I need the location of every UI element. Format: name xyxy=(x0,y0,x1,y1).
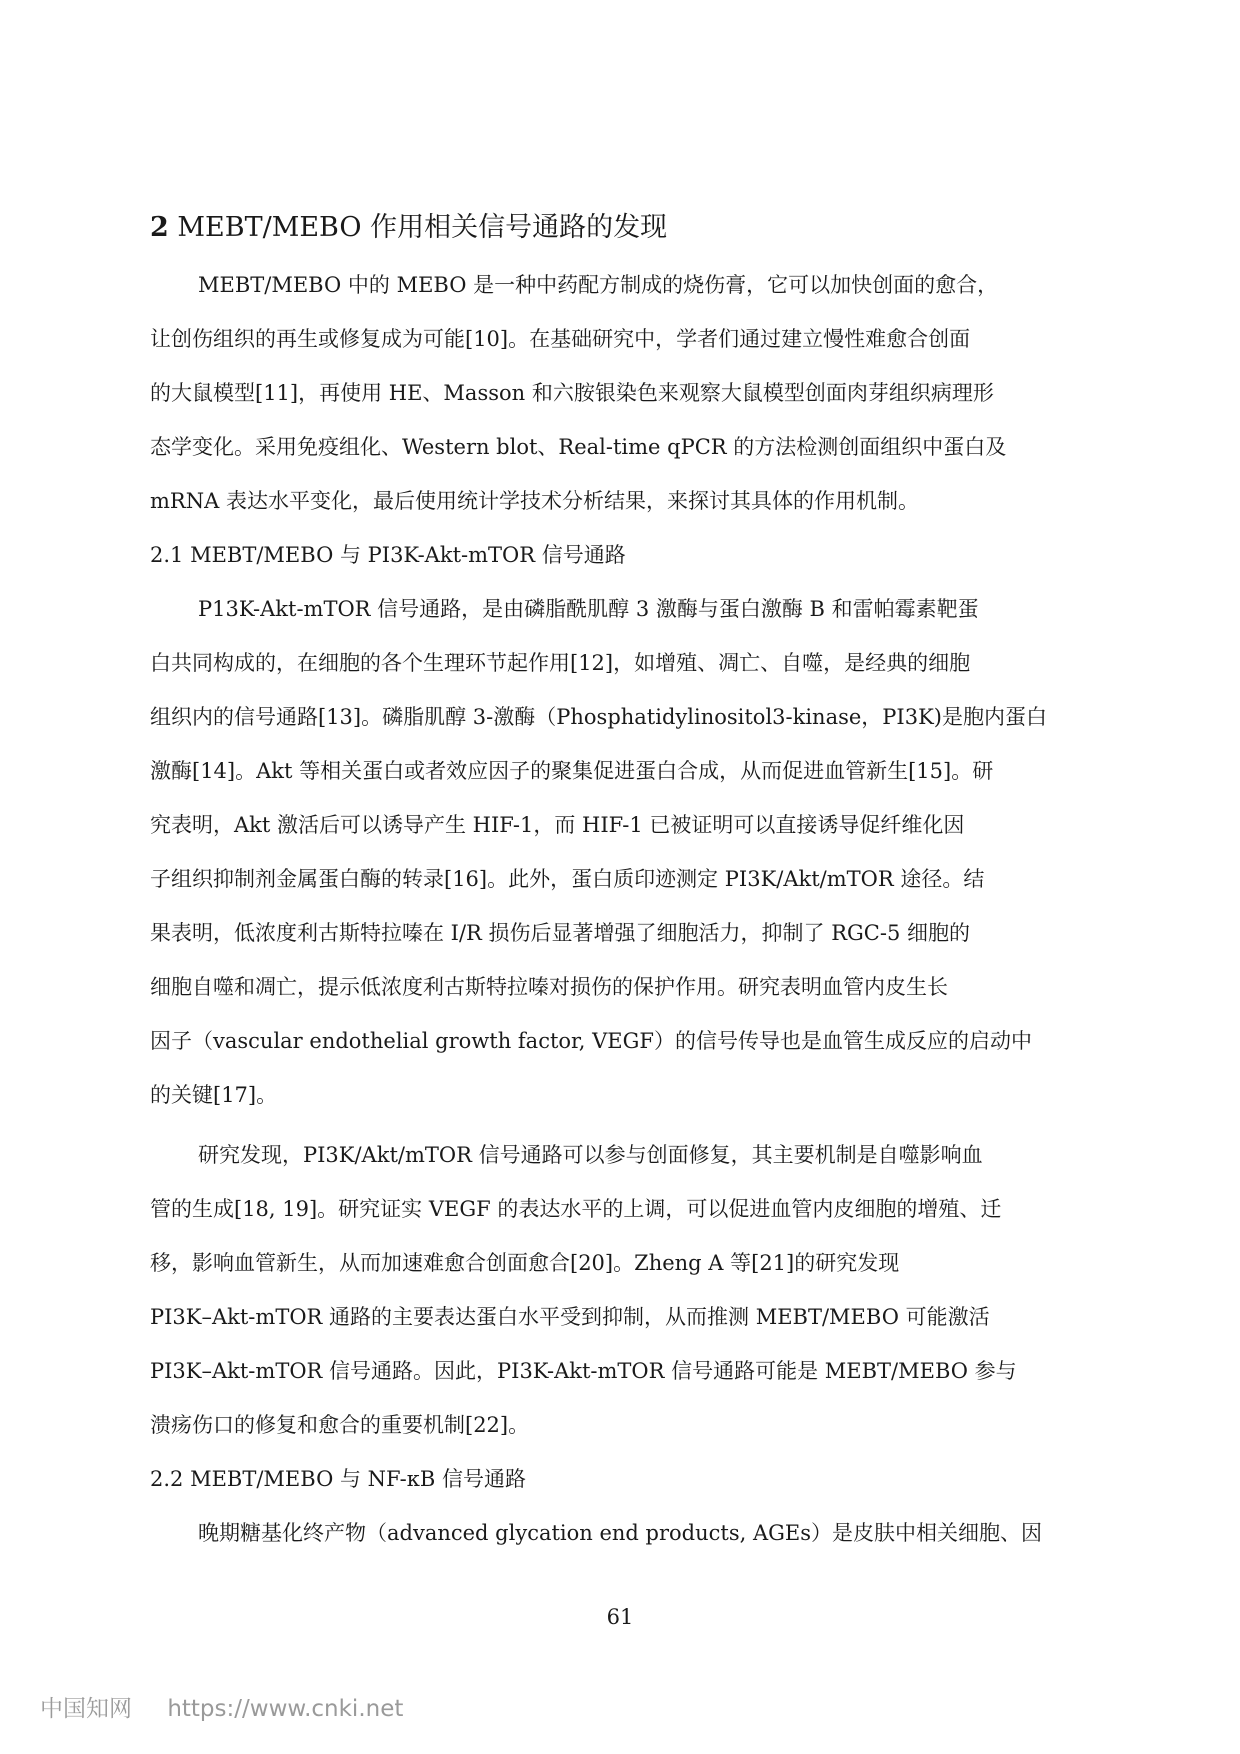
section-title: MEBT/MEBO 作用相关信号通路的发现 xyxy=(177,212,668,243)
subsection-2-2-heading: 2.2 MEBT/MEBO 与 NF-κB 信号通路 xyxy=(150,1467,526,1491)
paragraph-pi3k-background: P13K-Akt-mTOR 信号通路，是由磷脂酰肌醇 3 激酶与蛋白激酶 B 和雷帕霉素靶蛋 白共同构成的，在细胞的各个生理环节起作用[12]，如增殖、凋亡、自噬，是经典的细胞 组织内的信号通路[13]。磷脂肌醇 3-激酶（Phosphatidylinositol3-kinase，PI3K)是胞内蛋白 激酶[14]。Akt 等相关蛋白或者效应因子的聚集促进蛋白合成，从而促进血管新生[15]。研 究表明，Akt 激活后可以诱导产生 HIF-1，而 HIF-1 已被证明可以直接诱导促纤维化因 子组织抑制剂金属蛋白酶的转录[16]。此外，蛋白质印迹测定 PI3K/Akt/mTOR 途径。结 果表明，低浓度利古斯特拉嗪在 I/R 损伤后显著增强了细胞活力，抑制了 RGC-5 细胞的 细胞自噬和凋亡，提示低浓度利古斯特拉嗪对损伤的保护作用。研究表明血管内皮生长 因子（vascular endothelial growth factor, VEGF）的信号传导也是血管生成反应的启动中 的关键[17]。 xyxy=(150,597,1047,1107)
section-heading xyxy=(150,198,1100,258)
subsection-2-1-heading: 2.1 MEBT/MEBO 与 PI3K-Akt-mTOR 信号通路 xyxy=(150,543,626,567)
paragraph-ages: 晚期糖基化终产物（advanced glycation end products, AGEs）是皮肤中相关细胞、因 xyxy=(198,1521,1043,1545)
section-number: 2 xyxy=(150,212,169,243)
paragraph-pi3k-findings: 研究发现，PI3K/Akt/mTOR 信号通路可以参与创面修复，其主要机制是自噬影响血 管的生成[18, 19]。研究证实 VEGF 的表达水平的上调，可以促进血管内皮细胞的增殖、迁 移，影响血管新生，从而加速难愈合创面愈合[20]。Zheng A 等[21]的研究发现 PI3K–Akt-mTOR 通路的主要表达蛋白水平受到抑制，从而推测 MEBT/MEBO 可能激活 PI3K–Akt-mTOR 信号通路。因此，PI3K-Akt-mTOR 信号通路可能是 MEBT/MEBO 参与 溃疡伤口的修复和愈合的重要机制[22]。 xyxy=(150,1143,1017,1437)
paragraph-intro: MEBT/MEBO 中的 MEBO 是一种中药配方制成的烧伤膏，它可以加快创面的愈合， 让创伤组织的再生或修复成为可能[10]。在基础研究中，学者们通过建立慢性难愈合创面 的大鼠模型[11]，再使用 HE、Masson 和六胺银染色来观察大鼠模型创面肉芽组织病理形 态学变化。采用免疫组化、Western blot、Real-time qPCR 的方法检测创面组织中蛋白及 mRNA 表达水平变化，最后使用统计学技术分析结果，来探讨其具体的作用机制。 xyxy=(150,273,1007,513)
page-number: 61 xyxy=(606,1605,634,1629)
footer-url[interactable]: https://www.cnki.net xyxy=(167,1696,404,1722)
page-body xyxy=(150,198,1100,1560)
footer-brand: 中国知网 xyxy=(40,1696,132,1722)
footer-watermark xyxy=(40,1690,431,1723)
